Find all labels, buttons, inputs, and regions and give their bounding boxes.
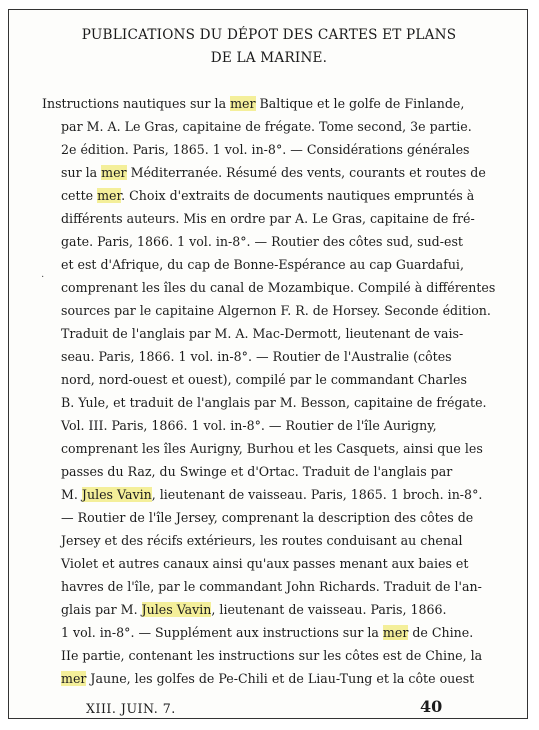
text-line (61, 577, 482, 596)
text-segment: seau. Paris, 1866. 1 vol. in-8°. — Routier de l'Australie (côtes (61, 349, 452, 364)
highlighted-term: mer (97, 188, 122, 203)
text-line (61, 163, 486, 182)
text-segment: et est d'Afrique, du cap de Bonne-Espérance au cap Guardafui, (61, 257, 464, 272)
page-subtitle: DE LA MARINE. (210, 50, 328, 66)
text-segment: comprenant les îles Aurigny, Burhou et les Casquets, ainsi que les (61, 441, 483, 456)
text-line (61, 508, 473, 527)
text-line (61, 140, 470, 159)
text-line (42, 94, 464, 113)
text-line (61, 439, 483, 458)
text-line (61, 255, 464, 274)
text-segment: Méditerranée. Résumé des vents, courants et routes de (126, 165, 486, 180)
text-line (61, 209, 475, 228)
text-line (61, 600, 447, 619)
text-segment: comprenant les îles du canal de Mozambique. Compilé à différentes (61, 280, 496, 295)
text-line (61, 393, 487, 412)
text-line (61, 485, 482, 504)
text-line (61, 416, 437, 435)
text-line (61, 117, 472, 136)
text-segment: Baltique et le golfe de Finlande, (255, 96, 465, 111)
text-segment: 1 vol. in-8°. — Supplément aux instructions sur la (61, 625, 383, 640)
text-segment: Traduit de l'anglais par M. A. Mac-Dermott, lieutenant de vais- (61, 326, 464, 341)
text-segment: passes du Raz, du Swinge et d'Ortac. Traduit de l'anglais par (61, 464, 453, 479)
text-segment: . Choix d'extraits de documents nautiques empruntés à (121, 188, 475, 203)
text-segment: Jaune, les golfes de Pe-Chili et de Liau-Tung et la côte ouest (86, 671, 475, 686)
text-line (61, 301, 491, 320)
text-line (61, 623, 473, 642)
text-line (61, 232, 463, 251)
text-segment: Instructions nautiques sur la (42, 96, 231, 111)
text-segment: IIe partie, contenant les instructions sur les côtes est de Chine, la (61, 648, 483, 663)
text-segment: de Chine. (408, 625, 474, 640)
text-segment: glais par M. (61, 602, 142, 617)
highlighted-term: mer (101, 165, 127, 180)
text-line (61, 554, 468, 573)
highlighted-term: mer (230, 96, 256, 111)
text-line (61, 370, 467, 389)
text-line (61, 347, 452, 366)
margin-mark: · (41, 272, 45, 283)
text-line (61, 462, 452, 481)
highlighted-term: mer (382, 625, 409, 640)
text-segment: différents auteurs. Mis en ordre par A. Le Gras, capitaine de fré- (61, 211, 475, 226)
text-segment: par M. A. Le Gras, capitaine de frégate. Tome second, 3e partie. (61, 119, 472, 134)
highlighted-term: Jules Vavin (141, 602, 212, 617)
text-segment: nord, nord-ouest et ouest), compilé par le commandant Charles (61, 372, 467, 387)
text-line (61, 531, 463, 550)
page-title: PUBLICATIONS DU DÉPOT DES CARTES ET PLANS (81, 27, 457, 43)
text-line (61, 186, 474, 205)
text-segment: sur la (61, 165, 102, 180)
text-segment: gate. Paris, 1866. 1 vol. in-8°. — Routier des côtes sud, sud-est (61, 234, 463, 249)
highlighted-term: mer (61, 671, 87, 686)
text-segment: havres de l'île, par le commandant John Richards. Traduit de l'an- (61, 579, 482, 594)
text-segment: B. Yule, et traduit de l'anglais par M. Besson, capitaine de frégate. (61, 395, 487, 410)
text-segment: Violet et autres canaux ainsi qu'aux passes menant aux baies et (61, 556, 469, 571)
page-number: 40 (420, 697, 443, 716)
text-line (61, 324, 463, 343)
text-segment: 2e édition. Paris, 1865. 1 vol. in-8°. — Considérations générales (61, 142, 470, 157)
text-segment: sources par le capitaine Algernon F. R. de Horsey. Seconde édition. (61, 303, 491, 318)
highlighted-term: Jules Vavin (81, 487, 152, 502)
page-frame (8, 9, 528, 719)
text-segment: Vol. III. Paris, 1866. 1 vol. in-8°. — Routier de l'île Aurigny, (61, 418, 437, 433)
text-segment: , lieutenant de vaisseau. Paris, 1865. 1 broch. in-8°. (151, 487, 483, 502)
text-line (61, 646, 482, 665)
text-segment: — Routier de l'île Jersey, comprenant la description des côtes de (61, 510, 474, 525)
text-segment: Jersey et des récifs extérieurs, les routes conduisant au chenal (61, 533, 463, 548)
text-line (61, 278, 495, 297)
text-segment: , lieutenant de vaisseau. Paris, 1866. (211, 602, 447, 617)
text-segment: M. (61, 487, 82, 502)
text-segment: cette (61, 188, 98, 203)
signature-mark: XIII. JUIN. 7. (86, 701, 176, 716)
text-line (61, 669, 474, 688)
